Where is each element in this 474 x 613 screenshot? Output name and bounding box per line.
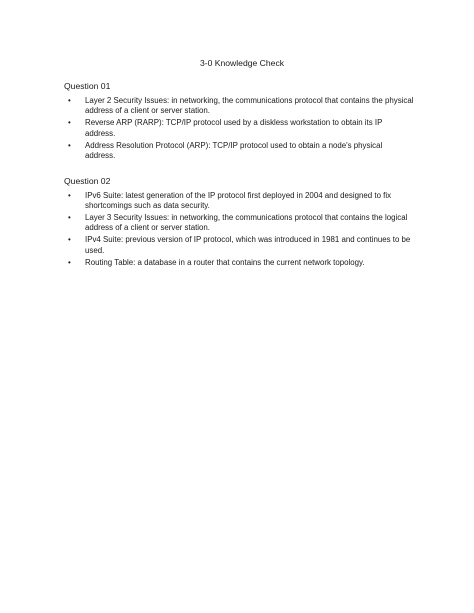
list-item	[64, 213, 414, 234]
list-item-text: IPv4 Suite: previous version of IP protocol, which was introduced in 1981 and continues to be used.	[85, 235, 411, 255]
bullet-dot-icon: •	[68, 257, 71, 267]
bullet-dot-icon: •	[68, 140, 71, 150]
list-item	[64, 118, 414, 139]
bullet-dot-icon: •	[68, 190, 71, 200]
list-item-text: Reverse ARP (RARP): TCP/IP protocol used by a diskless workstation to obtain its IP address.	[85, 118, 383, 138]
list-item-text: Layer 2 Security Issues: in networking, the communications protocol that contains the physical address of a client or server station.	[85, 96, 414, 116]
list-item	[64, 191, 414, 212]
question-section-02	[64, 175, 414, 269]
question-heading: Question 01	[64, 81, 111, 91]
document-title: 3-0 Knowledge Check	[199, 58, 285, 68]
bullet-dot-icon: •	[68, 96, 71, 105]
list-item-text: Address Resolution Protocol (ARP): TCP/IP protocol used to obtain a node's physical address.	[85, 140, 383, 161]
bullet-dot-icon: •	[68, 235, 71, 245]
list-item-text: Routing Table: a database in a router that contains the current network topology.	[85, 257, 365, 267]
list-item	[64, 258, 414, 268]
bullet-dot-icon: •	[68, 118, 71, 128]
question-section-01	[64, 80, 414, 162]
list-item	[64, 235, 414, 256]
question-heading: Question 02	[64, 175, 111, 186]
answer-list	[64, 191, 414, 269]
bullet-dot-icon: •	[68, 213, 71, 223]
answer-list	[64, 96, 414, 162]
list-item-text: Layer 3 Security Issues: in networking, the communications protocol that contains the logical address of a client or server station.	[85, 213, 408, 233]
list-item	[64, 96, 414, 117]
list-item-text: IPv6 Suite: latest generation of the IP protocol first deployed in 2004 and designed to fix shortcomings such as data security.	[85, 190, 392, 211]
list-item	[64, 141, 414, 162]
